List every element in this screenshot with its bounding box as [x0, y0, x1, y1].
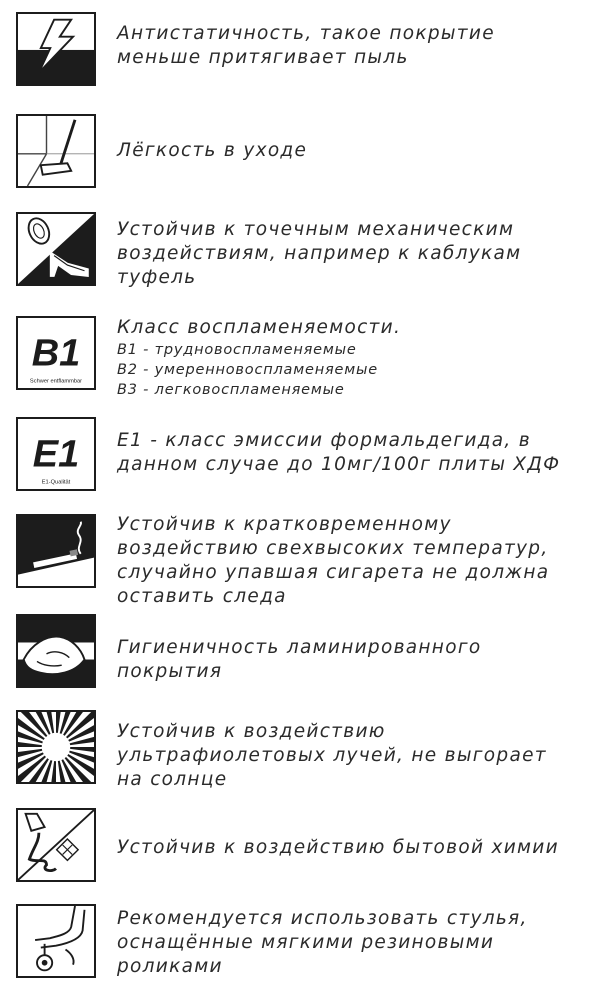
feature-text-line: Устойчив к точечным механическим [117, 219, 515, 240]
feature-text-line: Класс воспламеняемости. [117, 317, 402, 338]
chair-caster-icon [16, 904, 96, 978]
feature-subtext-line: B3 - легковоспламеняемые [117, 382, 345, 398]
feature-text-line: Устойчив к кратковременному [117, 514, 452, 535]
feature-subtext-line: B1 - трудновоспламеняемые [117, 342, 357, 358]
sun-uv-icon [16, 710, 96, 784]
feature-text-line: Рекомендуется использовать стулья, [117, 908, 528, 929]
b1-badge-text: B1 [31, 332, 81, 375]
feature-subtext-line: B2 - умеренновоспламеняемые [117, 362, 378, 378]
b1-caption-text: Schwer entflammbar [29, 378, 83, 385]
feature-text-line: данном случае до 10мг/100г плиты ХДФ [117, 454, 561, 475]
b1-fire-class-icon [16, 316, 96, 390]
e1-badge-text: E1 [32, 433, 80, 476]
feature-text-line: случайно упавшая сигарета не должна [117, 562, 550, 583]
feature-text-line: оставить следа [117, 586, 287, 607]
antistatic-lightning-icon [16, 12, 96, 86]
feature-text-line: Лёгкость в уходе [117, 140, 308, 161]
feature-text-line: воздействию свехвысоких температур, [117, 538, 549, 559]
feature-text-line: покрытия [117, 661, 223, 682]
feature-text-line: воздействиям, например к каблукам [117, 243, 522, 264]
feature-text-line: Антистатичность, такое покрытие [117, 23, 495, 44]
feature-text-line: Устойчив к воздействию [117, 721, 386, 742]
feature-text-line: Устойчив к воздействию бытовой химии [117, 837, 559, 858]
feature-text-line: туфель [117, 267, 197, 288]
feature-text-line: E1 - класс эмиссии формальдегида, в [117, 430, 531, 451]
high-heel-shoe-icon [16, 212, 96, 286]
cigarette-burn-icon [16, 514, 96, 588]
feature-text-line: оснащённые мягкими резиновыми [117, 932, 495, 953]
feature-text-line: меньше притягивает пыль [117, 47, 409, 68]
feature-text-line: Гигиеничность ламинированного [117, 637, 482, 658]
feature-text-line: на солнце [117, 769, 228, 790]
e1-caption-text: E1-Qualität [41, 479, 71, 486]
hand-hygiene-icon [16, 614, 96, 688]
chemical-spill-icon [16, 808, 96, 882]
feature-text-line: ультрафиолетовых лучей, не выгорает [117, 745, 547, 766]
feature-text-line: роликами [117, 956, 223, 977]
mop-cleaning-icon [16, 114, 96, 188]
e1-emission-class-icon [16, 417, 96, 491]
